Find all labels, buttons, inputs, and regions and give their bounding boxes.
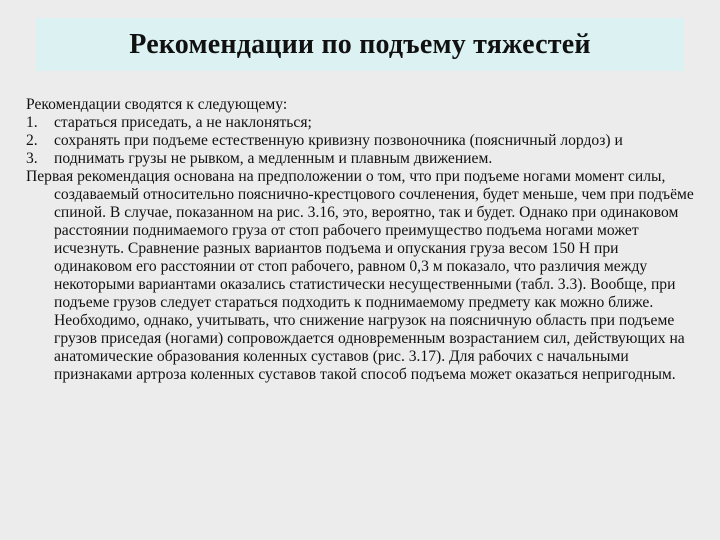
list-item-text: сохранять при подъеме естественную кривизну позвоночника (поясничный лордоз) и <box>54 132 623 149</box>
body-paragraph: Первая рекомендация основана на предположении о том, что при подъеме ногами момент силы, создаваемый относительно пояснично-крестцового сочленения, будет меньше, чем при подъёме спиной. В случае, показанном на рис. 3.16, это, вероятно, так и будет. Однако при одинаковом расстоянии поднимаемого груза от стоп рабочего преимущество подъема ногами может исчезнуть. Сравнение разных вариантов подъема и опускания груза весом 150 Н при одинаковом его расстоянии от стоп рабочего, равном 0,3 м показало, что различия между некоторыми вариантами оказались статистически несущественными (табл. 3.3). Вообще, при подъеме грузов следует стараться подходить к поднимаемому предмету как можно ближе. Необходимо, однако, учитывать, что снижение нагрузок на поясничную область при подъеме грузов приседая (ногами) сопровождается одновременным возрастанием сил, действующих на анатомические образования коленных суставов (рис. 3.17). Для рабочих с начальными признаками артроза коленных суставов такой способ подъема может оказаться непригодным. <box>26 168 694 383</box>
list-item-number: 3. <box>26 150 38 167</box>
slide-title: Рекомендации по подъему тяжестей <box>129 28 591 60</box>
list-item-number: 2. <box>26 132 38 149</box>
slide-content <box>26 96 694 384</box>
list-item-2 <box>26 132 694 150</box>
title-banner <box>36 18 684 71</box>
list-item-text: поднимать грузы не рывком, а медленным и плавным движением. <box>54 150 493 167</box>
list-item-number: 1. <box>26 114 38 131</box>
list-item-3 <box>26 150 694 168</box>
list-item-text: стараться приседать, а не наклоняться; <box>54 114 312 131</box>
intro-text: Рекомендации сводятся к следующему: <box>26 96 288 113</box>
list-item-1 <box>26 114 694 132</box>
